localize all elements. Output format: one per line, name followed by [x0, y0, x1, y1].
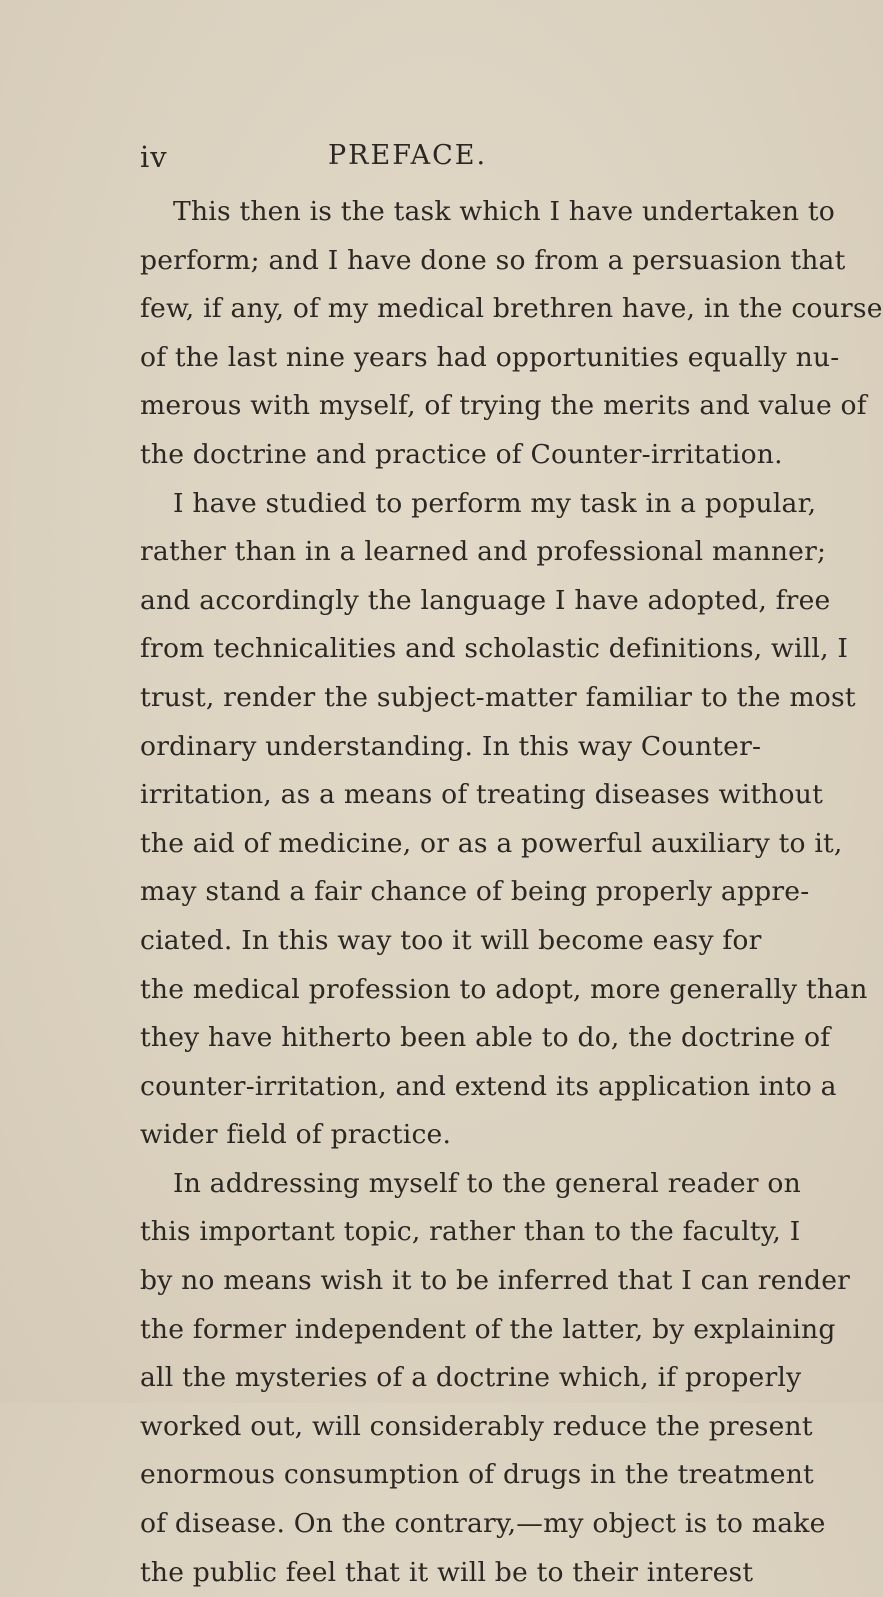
body-text: [140, 188, 883, 1597]
text-line: the doctrine and practice of Counter-irritation.: [140, 438, 783, 470]
text-line: the public feel that it will be to their interest: [140, 1556, 754, 1588]
text-line: I have studied to perform my task in a popular,: [173, 487, 817, 519]
text-line: they have hitherto been able to do, the doctrine of: [140, 1022, 831, 1054]
text-line: from technicalities and scholastic definitions, will, I: [140, 633, 849, 665]
text-line: the medical profession to adopt, more generally than: [140, 973, 868, 1005]
page-title: PREFACE.: [328, 140, 488, 171]
text-line: few, if any, of my medical brethren have, in the course: [140, 293, 883, 325]
text-line: may stand a fair chance of being properly appre-: [140, 876, 810, 908]
text-line: ordinary understanding. In this way Counter-: [140, 730, 762, 762]
text-line: and accordingly the language I have adopted, free: [140, 584, 831, 616]
text-line: rather than in a learned and professional manner;: [140, 536, 827, 568]
text-line: by no means wish it to be inferred that I can render: [140, 1265, 851, 1297]
text-line: the former independent of the latter, by explaining: [140, 1313, 836, 1345]
text-line: perform; and I have done so from a persuasion that: [140, 244, 846, 276]
text-line: of disease. On the contrary,—my object is to make: [140, 1508, 826, 1540]
text-line: wider field of practice.: [140, 1119, 452, 1151]
text-line: enormous consumption of drugs in the treatment: [140, 1459, 814, 1491]
text-line: the aid of medicine, or as a powerful auxiliary to it,: [140, 827, 843, 859]
text-line: of the last nine years had opportunities equally nu-: [140, 341, 840, 373]
text-line: counter-irritation, and extend its application into a: [140, 1070, 837, 1102]
text-line: trust, render the subject-matter familiar to the most: [140, 681, 856, 713]
text-line: ciated. In this way too it will become easy for: [140, 924, 762, 956]
page-number: iv: [140, 140, 168, 174]
text-line: this important topic, rather than to the faculty, I: [140, 1216, 801, 1248]
running-head: [140, 140, 740, 180]
text-line: merous with myself, of trying the merits and value of: [140, 390, 867, 422]
text-line: irritation, as a means of treating diseases without: [140, 779, 823, 811]
text-line: This then is the task which I have undertaken to: [173, 196, 836, 227]
text-line: all the mysteries of a doctrine which, if properly: [140, 1362, 802, 1394]
text-line: worked out, will considerably reduce the present: [140, 1410, 813, 1442]
text-line: In addressing myself to the general reader on: [173, 1167, 801, 1199]
